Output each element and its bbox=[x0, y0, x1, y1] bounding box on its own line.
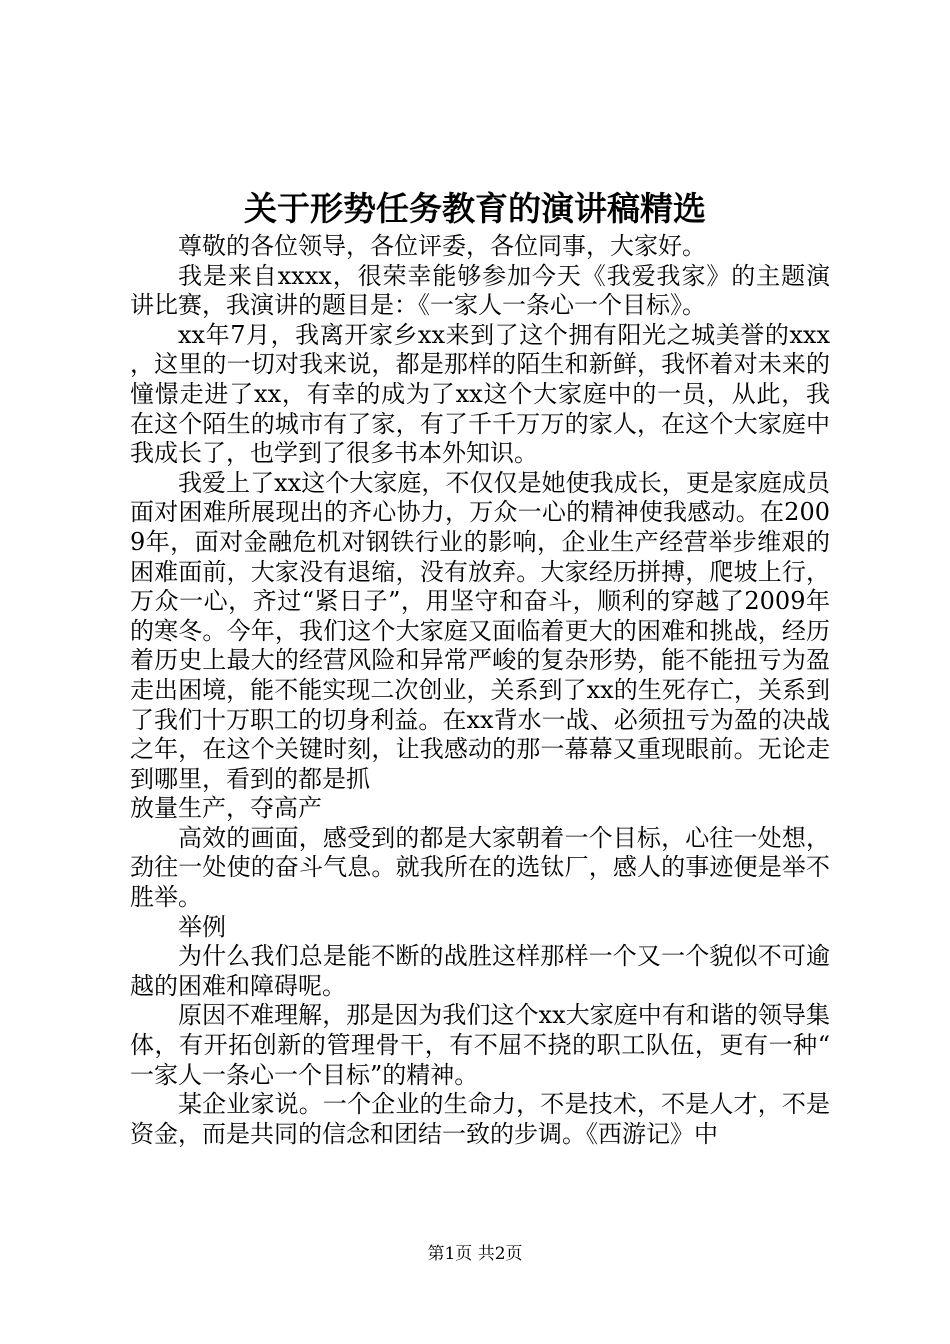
paragraph-example: 举例 bbox=[178, 912, 226, 941]
page-number: 第1页 共2页 bbox=[427, 1244, 523, 1264]
paragraph-family: 我爱上了xx这个大家庭，不仅仅是她使我成长，更是家庭成员面对困难所展现出的齐心协力，万众一心的精神使我感动。在2009年，面对金融危机对钢铁行业的影响，企业生产经营举步维艰的困难面前，大家没有退缩，没有放弃。大家经历拼搏，爬坡上行，万众一心，齐过“紧日子”，用坚守和奋斗，顺利的穿越了2009年的寒冬。今年，我们这个大家庭又面临着更大的困难和挑战，经历着历史上最大的经营风险和异常严峻的复杂形势，能不能扭亏为盈走出困境，能不能实现二次创业，关系到了xx的生死存亡，关系到了我们十万职工的切身利益。在xx背水一战、必须扭亏为盈的决战之年，在这个关键时刻，让我感动的那一幕幕又重现眼前。无论走到哪里，看到的都是抓 bbox=[130, 468, 830, 793]
paragraph-greeting: 尊敬的各位领导，各位评委，各位同事，大家好。 bbox=[178, 232, 706, 260]
paragraph-entrepreneur: 某企业家说。一个企业的生命力，不是技术，不是人才，不是资金，而是共同的信念和团结一致的步调。《西游记》中 bbox=[130, 1090, 830, 1148]
paragraph-reason: 原因不难理解，那是因为我们这个xx大家庭中有和谐的领导集体，有开拓创新的管理骨干，有不屈不挠的职工队伍，更有一种“一家人一条心一个目标”的精神。 bbox=[130, 1001, 830, 1089]
paragraph-efficiency: 高效的画面，感受到的都是大家朝着一个目标，心往一处想，劲往一处使的奋斗气息。就我所在的选钛厂，感人的事迹便是举不胜举。 bbox=[130, 823, 830, 912]
paragraph-introduction: 我是来自xxxx，很荣幸能够参加今天《我爱我家》的主题演讲比赛，我演讲的题目是：《一家人一条心一个目标》。 bbox=[130, 261, 830, 320]
paragraph-production: 放量生产，夺高产 bbox=[130, 794, 322, 823]
document-title: 关于形势任务教育的演讲稿精选 bbox=[244, 189, 706, 228]
paragraph-question: 为什么我们总是能不断的战胜这样那样一个又一个貌似不可逾越的困难和障碍呢。 bbox=[130, 942, 830, 1000]
paragraph-arrival: xx年7月，我离开家乡xx来到了这个拥有阳光之城美誉的xxx，这里的一切对我来说，都是那样的陌生和新鲜，我怀着对未来的憧憬走进了xx，有幸的成为了xx这个大家庭中的一员，从此，我在这个陌生的城市有了家，有了千千万万的家人，在这个大家庭中我成长了，也学到了很多书本外知识。 bbox=[130, 320, 830, 468]
document-body bbox=[130, 232, 830, 1149]
